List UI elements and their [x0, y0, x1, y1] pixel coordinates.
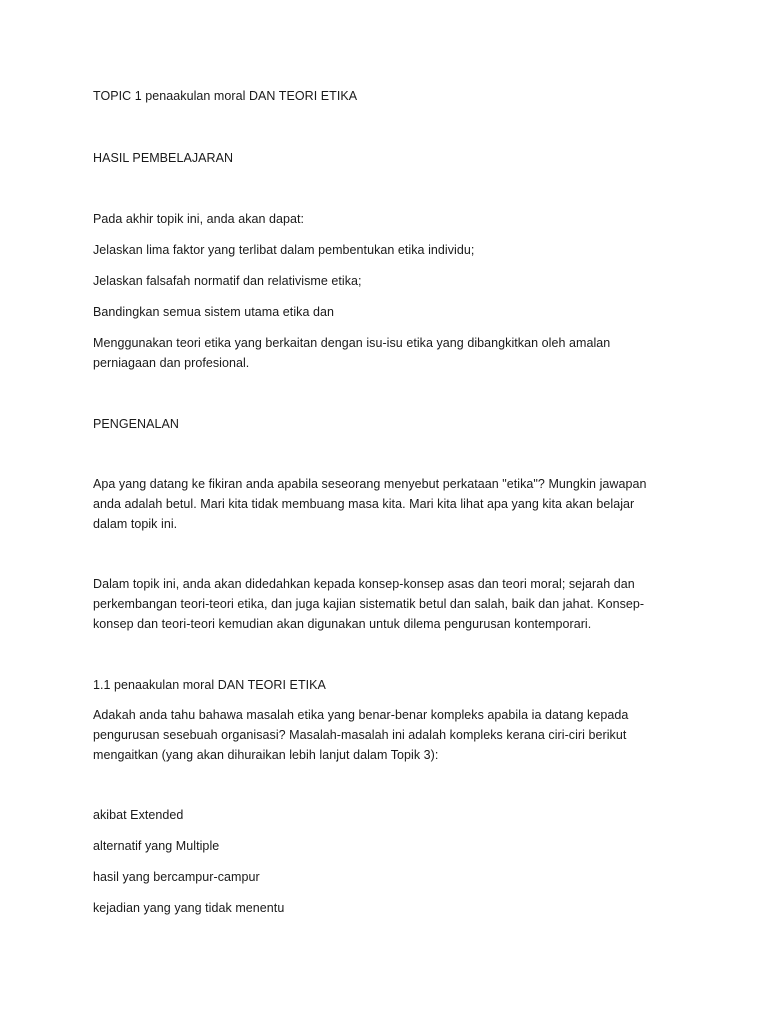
- paragraph-line: perkembangan teori-teori etika, dan juga kajian sistematik betul dan salah, baik dan jahat. Konsep-: [93, 597, 645, 611]
- objective-item: Menggunakan teori etika yang berkaitan dengan isu-isu etika yang dibangkitkan oleh amalan: [93, 336, 611, 350]
- paragraph-line: pengurusan sesebuah organisasi? Masalah-masalah ini adalah kompleks kerana ciri-ciri berikut: [93, 728, 627, 742]
- introduction-heading: PENGENALAN: [93, 417, 179, 431]
- characteristic-item: alternatif yang Multiple: [93, 839, 220, 853]
- paragraph-line: Dalam topik ini, anda akan didedahkan kepada konsep-konsep asas dan teori moral; sejarah dan: [93, 577, 635, 591]
- characteristic-item: akibat Extended: [93, 808, 184, 822]
- objective-item: Bandingkan semua sistem utama etika dan: [93, 305, 334, 319]
- objective-item: Jelaskan falsafah normatif dan relativisme etika;: [93, 274, 362, 288]
- characteristic-item: kejadian yang yang tidak menentu: [93, 901, 285, 915]
- paragraph-line: konsep dan teori-teori kemudian akan digunakan untuk dilema pengurusan kontemporari.: [93, 617, 592, 631]
- paragraph-line: mengaitkan (yang akan dihuraikan lebih lanjut dalam Topik 3):: [93, 748, 439, 762]
- learning-outcomes-heading: HASIL PEMBELAJARAN: [93, 151, 234, 165]
- characteristic-item: hasil yang bercampur-campur: [93, 870, 260, 884]
- paragraph-line: anda adalah betul. Mari kita tidak membuang masa kita. Mari kita lihat apa yang kita akan belajar: [93, 497, 635, 511]
- paragraph-line: Adakah anda tahu bahawa masalah etika yang benar-benar kompleks apabila ia datang kepada: [93, 708, 629, 722]
- section-heading: 1.1 penaakulan moral DAN TEORI ETIKA: [93, 678, 326, 692]
- objective-item-continuation: perniagaan dan profesional.: [93, 356, 250, 370]
- intro-line: Pada akhir topik ini, anda akan dapat:: [93, 212, 305, 226]
- paragraph-line: Apa yang datang ke fikiran anda apabila seseorang menyebut perkataan "etika"? Mungkin jawapan: [93, 477, 647, 491]
- document-title: TOPIC 1 penaakulan moral DAN TEORI ETIKA: [93, 89, 358, 103]
- objective-item: Jelaskan lima faktor yang terlibat dalam pembentukan etika individu;: [93, 243, 475, 257]
- paragraph-line: dalam topik ini.: [93, 517, 178, 531]
